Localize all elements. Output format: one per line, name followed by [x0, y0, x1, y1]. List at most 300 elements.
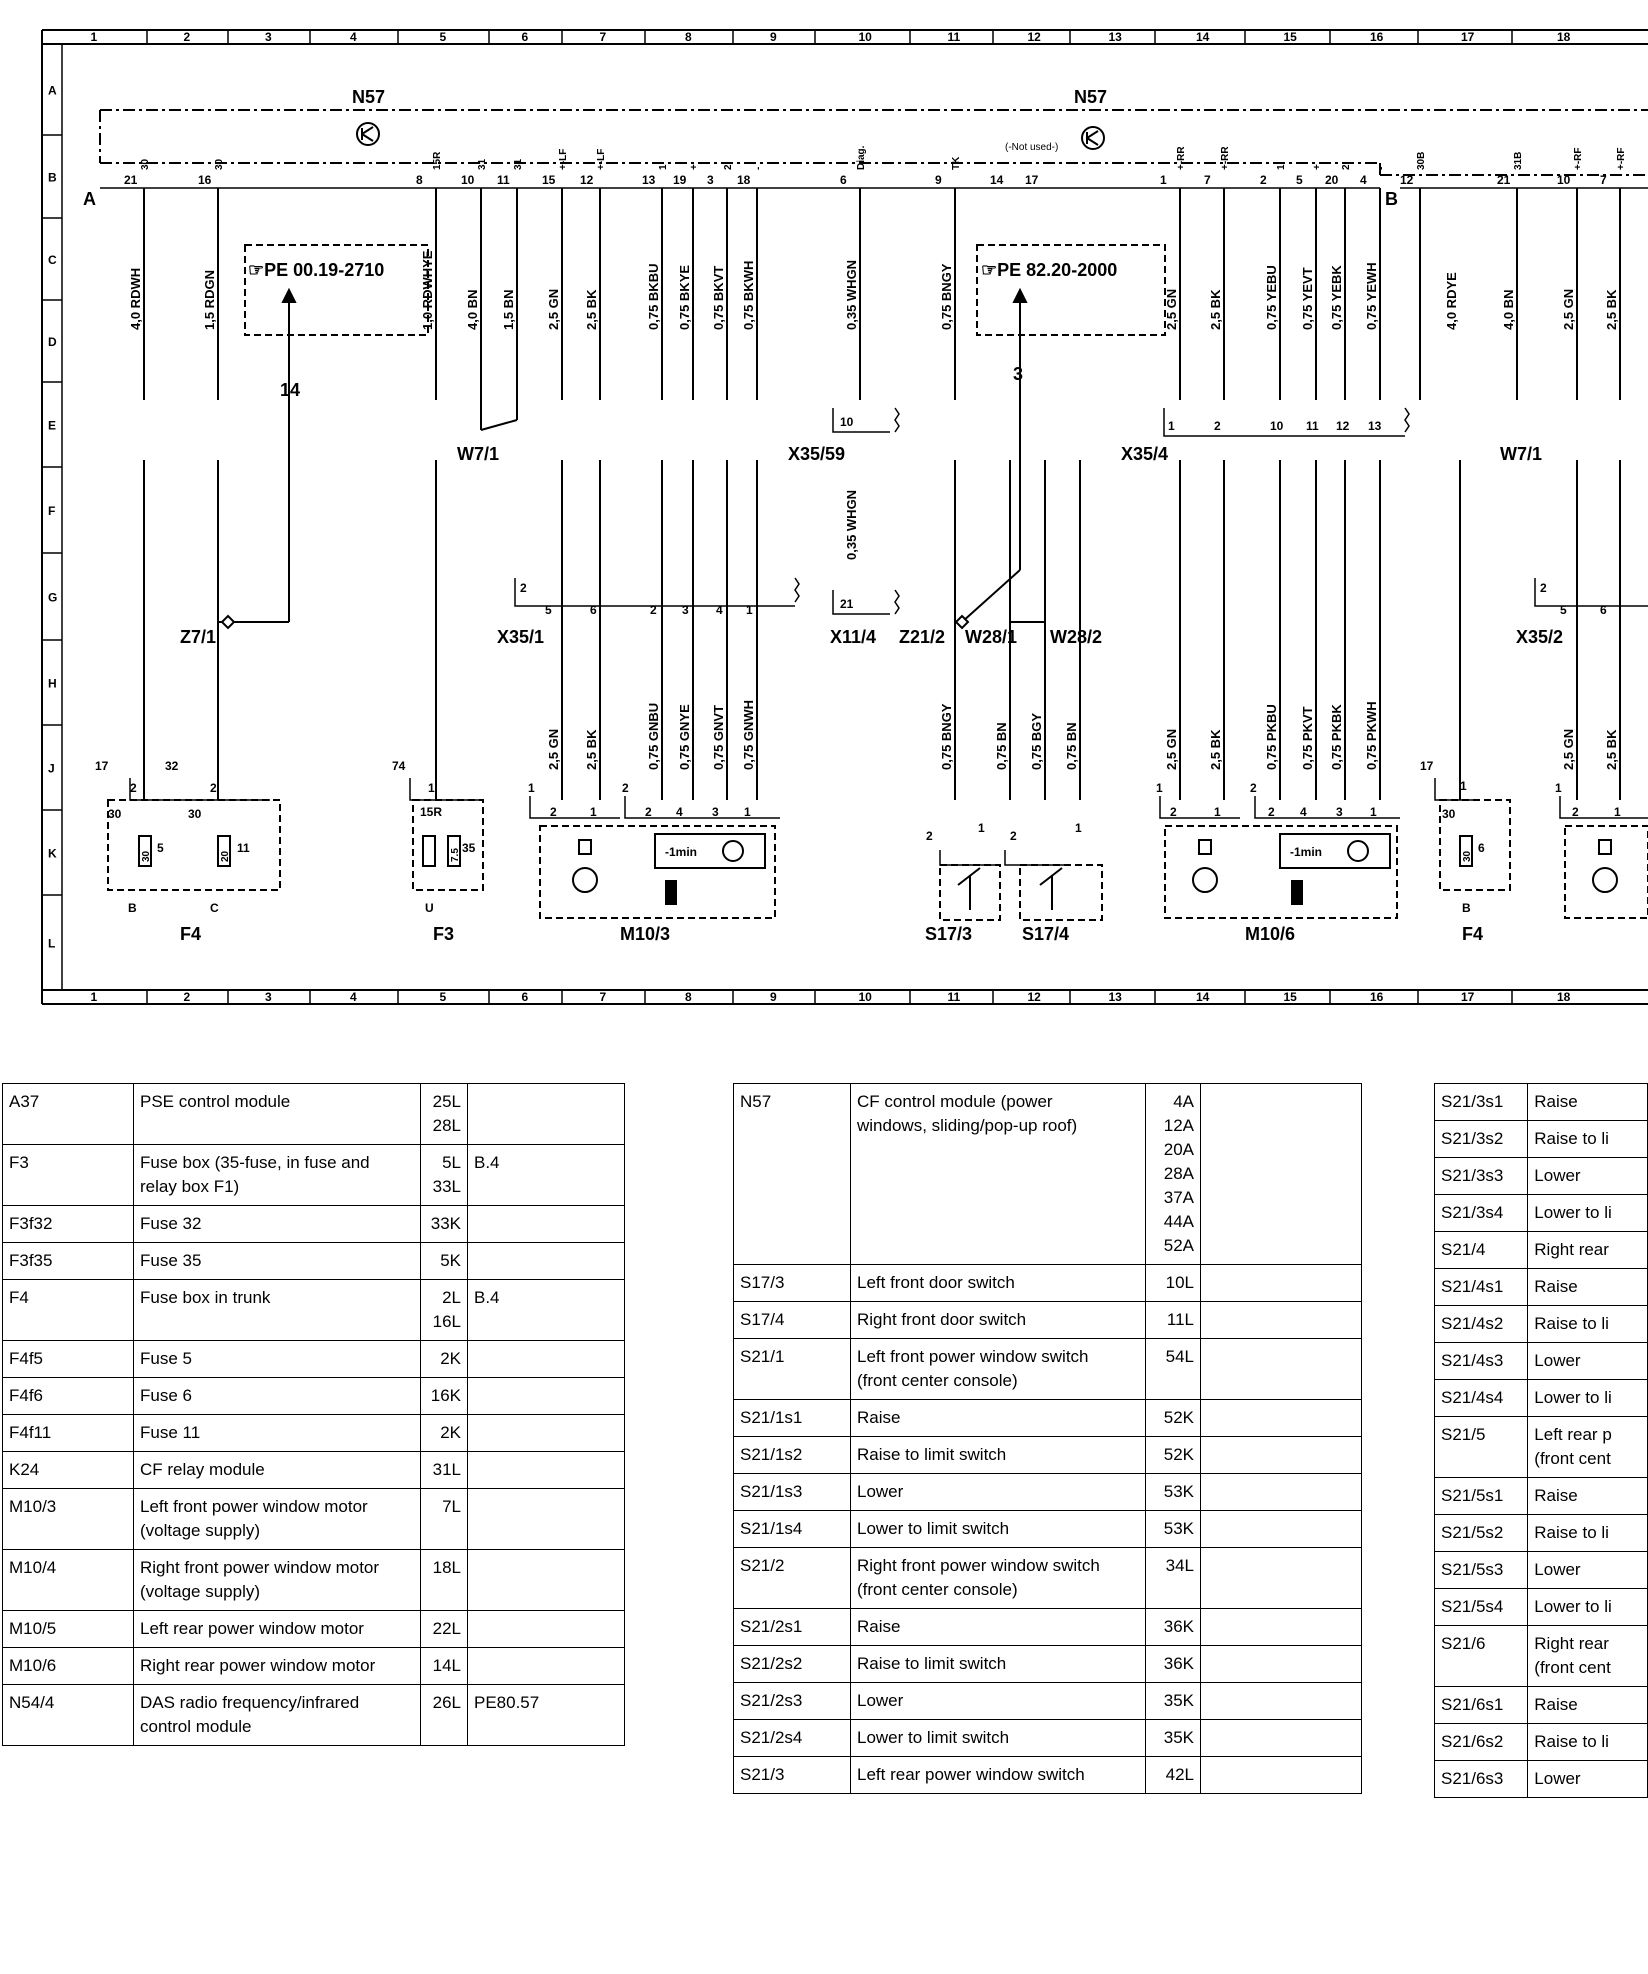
legend-description [851, 1400, 1146, 1437]
legend-description [851, 1302, 1146, 1339]
legend-code: F4f5 [3, 1341, 134, 1378]
legend-description [1528, 1589, 1648, 1626]
legend-code: F4 [3, 1280, 134, 1341]
legend-code: S21/4s1 [1435, 1269, 1528, 1306]
legend-location [1146, 1437, 1201, 1474]
wire-label: 0,75 BKVT [711, 265, 726, 330]
legend-location-line: 2K [440, 1423, 461, 1442]
legend-row [3, 1206, 625, 1243]
n57-pin-name: +-RR [1220, 146, 1231, 170]
wire-label: 2,5 BK [584, 729, 599, 770]
legend-description-line: Lower to limit switch [857, 1728, 1010, 1747]
legend-location-line: 4A [1173, 1092, 1194, 1111]
legend-row [1435, 1687, 1648, 1724]
legend-description-line: Lower to limit switch [857, 1519, 1010, 1538]
min-label-right: -1min [1290, 845, 1323, 859]
legend-code: S21/5 [1435, 1417, 1528, 1478]
legend-location [421, 1611, 468, 1648]
wire-label: 0,75 GNYE [677, 704, 692, 770]
grid-row-label: D [48, 335, 57, 349]
legend-code: M10/3 [3, 1489, 134, 1550]
legend-location-line: 36K [1163, 1654, 1194, 1673]
connector-pin: 2 [1572, 805, 1579, 819]
n57-pin-number: 12 [1400, 173, 1414, 187]
wire-label: 0,75 YEVT [1300, 267, 1315, 330]
legend-reference [1201, 1511, 1362, 1548]
legend-description-line: Left front power window switch [857, 1347, 1089, 1366]
n57-pin-number: 21 [1497, 173, 1511, 187]
legend-row [734, 1511, 1362, 1548]
legend-location-line: 28A [1163, 1164, 1194, 1183]
legend-description [1528, 1343, 1648, 1380]
z21-2-label: Z21/2 [899, 627, 946, 647]
grid-column-label: 17 [1461, 30, 1475, 44]
legend-row [3, 1489, 625, 1550]
connector-pin: 2 [1170, 805, 1177, 819]
fuse-value: 20 [220, 850, 231, 862]
legend-description-line: Right front power window switch [857, 1556, 1100, 1575]
connector-pin: 32 [165, 759, 179, 773]
fuse-value: 30 [141, 850, 152, 862]
legend-description-line: Fuse box (35-fuse, in fuse and [140, 1153, 370, 1172]
legend-description-line: Right rear [1534, 1240, 1609, 1259]
n57-pin-name: +-LF [558, 148, 569, 170]
legend-reference [468, 1415, 625, 1452]
n57-pin-number: 5 [1296, 173, 1303, 187]
legend-description [851, 1757, 1146, 1794]
wire-label: 4,0 RDWH [128, 267, 143, 330]
legend-location [1146, 1339, 1201, 1400]
legend-reference [468, 1206, 625, 1243]
legend-description [851, 1683, 1146, 1720]
wire-label: 0,75 GNWH [741, 699, 756, 770]
grid-column-label: 6 [521, 30, 529, 44]
legend-description-line: relay box F1) [140, 1177, 240, 1196]
legend-description-line: Raise [1534, 1092, 1578, 1111]
grid-row-label: L [48, 936, 56, 951]
wire-label: 0,75 YEWH [1364, 262, 1379, 330]
pe-reference-2: ☞PE 82.20-2000 [981, 260, 1118, 280]
wire-label: 4,0 BN [465, 289, 480, 330]
legend-description-line: Raise [1534, 1486, 1578, 1505]
legend-location-line: 52K [1163, 1408, 1194, 1427]
legend-row [3, 1550, 625, 1611]
wire-label: 0,75 BNGY [939, 703, 954, 770]
legend-description [134, 1206, 421, 1243]
legend-location-line: 35K [1163, 1728, 1194, 1747]
x35-4-label: X35/4 [1121, 444, 1169, 464]
grid-column-label: 3 [265, 30, 272, 44]
legend-row [734, 1084, 1362, 1265]
n57-pin-name: 31B [1513, 151, 1524, 170]
legend-code: S21/6s1 [1435, 1687, 1528, 1724]
legend-description-line: Lower to li [1534, 1597, 1612, 1616]
connector-pin: 10 [840, 415, 854, 429]
n57-pin-number: 1 [1160, 173, 1167, 187]
legend-description-line: Lower [857, 1482, 904, 1501]
legend-location-line: 28L [432, 1116, 461, 1135]
wire-label: 0,75 PKBK [1329, 704, 1344, 770]
wire-label: 0,75 PKVT [1300, 706, 1315, 770]
n57-pin-number: 19 [673, 173, 687, 187]
wire-label: 2,5 GN [546, 728, 561, 770]
legend-location-line: 53K [1163, 1482, 1194, 1501]
legend-location [1146, 1265, 1201, 1302]
legend-reference [1201, 1646, 1362, 1683]
wire-label: 0,75 BNGY [939, 263, 954, 330]
wire-label: 4,0 RDYE [1444, 272, 1459, 330]
n57-pin-number: 10 [461, 173, 475, 187]
legend-location-line: 5L [442, 1153, 461, 1172]
n57-pin-number: 9 [935, 173, 942, 187]
legend-code: S21/3s4 [1435, 1195, 1528, 1232]
legend-location [421, 1685, 468, 1746]
legend-code: S21/6 [1435, 1626, 1528, 1687]
wire-label: 0,75 BGY [1029, 712, 1044, 770]
grid-column-label: 1 [90, 990, 98, 1004]
legend-reference [1201, 1757, 1362, 1794]
legend-location [1146, 1084, 1201, 1265]
wire-label: 0,35 WHGN [844, 489, 859, 560]
connector-pin: 3 [712, 805, 719, 819]
legend-row [734, 1400, 1362, 1437]
connector-pin: 1 [1168, 419, 1175, 433]
connector-pin: 6 [1600, 603, 1607, 617]
n57-pin-name: 30 [214, 158, 225, 170]
legend-location-line: 31L [432, 1460, 461, 1479]
m10-3-label: M10/3 [620, 924, 671, 944]
legend-location-line: 42L [1165, 1765, 1194, 1784]
legend-description [1528, 1724, 1648, 1761]
n57-label-left: N57 [352, 87, 386, 107]
pe-reference-boxes [245, 245, 1165, 335]
legend-row [734, 1683, 1362, 1720]
grid-column-label: 8 [685, 990, 692, 1004]
legend-row [1435, 1121, 1648, 1158]
legend-location [421, 1550, 468, 1611]
legend-reference [468, 1611, 625, 1648]
legend-description-line: Raise [857, 1408, 901, 1427]
legend-reference [1201, 1474, 1362, 1511]
connector-pin: 1 [428, 781, 435, 795]
n57-pin-number: 4 [1360, 173, 1367, 187]
n57-pin-number: 15 [542, 173, 556, 187]
legend-description-line: Right front power window motor [140, 1558, 380, 1577]
grid-column-label: 13 [1108, 990, 1122, 1004]
legend-description [1528, 1478, 1648, 1515]
legend-reference: PE80.57 [468, 1685, 625, 1746]
connector-pin: 10 [1270, 419, 1284, 433]
legend-description [851, 1511, 1146, 1548]
n57-pin-name: - [1376, 166, 1387, 170]
connector-pin: 4 [1300, 805, 1307, 819]
legend-location [1146, 1720, 1201, 1757]
grid-column-label: 17 [1461, 990, 1475, 1004]
legend-location [421, 1145, 468, 1206]
legend-description [851, 1339, 1146, 1400]
legend-code: S21/5s3 [1435, 1552, 1528, 1589]
grid-column-label: 5 [439, 30, 447, 44]
z7-1-label: Z7/1 [180, 627, 217, 647]
connector-pin: 3 [682, 603, 689, 617]
wire-label: 0,75 PKWH [1364, 701, 1379, 770]
n57-pin-number: 3 [707, 173, 714, 187]
s17-3-label: S17/3 [925, 924, 973, 944]
grid-column-label: 10 [858, 990, 872, 1004]
connector-pin: 2 [1010, 829, 1017, 843]
legend-row [1435, 1626, 1648, 1687]
legend-location [1146, 1683, 1201, 1720]
legend-description-line: Lower [1534, 1769, 1581, 1788]
grid-column-label: 7 [599, 990, 607, 1004]
legend-description-line: Right rear power window motor [140, 1656, 376, 1675]
arrow-label-3: 3 [1013, 364, 1024, 384]
legend-location [1146, 1609, 1201, 1646]
legend-location [1146, 1474, 1201, 1511]
wire-label: 0,75 GNVT [711, 704, 726, 770]
grid-column-label: 13 [1108, 30, 1122, 44]
legend-description-line: Lower [1534, 1560, 1581, 1579]
legend-description [1528, 1626, 1648, 1687]
n57-pin-name: 31 [477, 158, 488, 170]
legend-reference [1201, 1720, 1362, 1757]
connector-pin: 2 [926, 829, 933, 843]
wire-label: 0,75 BN [1064, 722, 1079, 770]
wire-label: 2,5 BK [584, 289, 599, 330]
n57-pin-number: 10 [1557, 173, 1571, 187]
legend-code: S21/1s4 [734, 1511, 851, 1548]
component-boxes [108, 800, 1648, 920]
legend-description-line: CF control module (power [857, 1092, 1053, 1111]
connector-pin: 4 [716, 603, 723, 617]
connector-pin: 17 [95, 759, 109, 773]
legend-code: S21/5s2 [1435, 1515, 1528, 1552]
legend-code: S21/2s1 [734, 1609, 851, 1646]
wire-label: 4,0 BN [1501, 289, 1516, 330]
connector-pin: 1 [1156, 781, 1163, 795]
legend-reference [1201, 1683, 1362, 1720]
legend-location-line: 16K [430, 1386, 461, 1405]
wire-label: 0,75 YEBK [1329, 265, 1344, 330]
n57-pin-name: 1 [1276, 164, 1287, 170]
legend-location [1146, 1302, 1201, 1339]
legend-code: S21/4 [1435, 1232, 1528, 1269]
legend-location [421, 1648, 468, 1685]
legend-location [421, 1452, 468, 1489]
n57-pin-name: 2 [723, 164, 734, 170]
legend-description-line: Lower [857, 1691, 904, 1710]
legend-location-line: 53K [1163, 1519, 1194, 1538]
legend-row [1435, 1417, 1648, 1478]
n57-pin-name: 30 [140, 158, 151, 170]
legend-code: S21/1 [734, 1339, 851, 1400]
x11-4-label: X11/4 [830, 627, 877, 647]
legend-description [851, 1646, 1146, 1683]
grid-column-label: 16 [1370, 30, 1384, 44]
legend-row [1435, 1269, 1648, 1306]
grid-column-label: 12 [1027, 30, 1041, 44]
legend-location [421, 1378, 468, 1415]
legend-description [1528, 1380, 1648, 1417]
connector-pin: 17 [1420, 759, 1434, 773]
n57-pin-name: 31 [513, 158, 524, 170]
f3-label: F3 [433, 924, 455, 944]
legend-row [3, 1685, 625, 1746]
n57-pin-name: Diag. [856, 145, 867, 170]
legend-description-line: (voltage supply) [140, 1582, 261, 1601]
min-label-left: -1min [665, 845, 698, 859]
legend-code: S21/2s2 [734, 1646, 851, 1683]
n57-pin-number: 14 [990, 173, 1004, 187]
legend-code: N57 [734, 1084, 851, 1265]
connector-pin: 35 [462, 841, 476, 855]
legend-table-3 [1434, 1083, 1648, 1798]
legend-description-line: (front cent [1534, 1658, 1611, 1677]
legend-row [1435, 1478, 1648, 1515]
legend-reference [1201, 1548, 1362, 1609]
legend-description-line: Fuse 5 [140, 1349, 192, 1368]
grid-labels [48, 30, 1571, 1004]
legend-description-line: Lower [1534, 1166, 1581, 1185]
legend-location-line: 12A [1163, 1116, 1194, 1135]
legend-location-line: 11L [1166, 1310, 1194, 1329]
legend-row [1435, 1761, 1648, 1798]
n57-pin-number: 7 [1204, 173, 1211, 187]
grid-column-label: 15 [1283, 990, 1297, 1004]
connector-pin: 1 [590, 805, 597, 819]
n57-pin-name: TK [951, 156, 962, 170]
grid-row-label: C [48, 253, 57, 267]
grid-column-label: 8 [685, 30, 692, 44]
connector-pin: 4 [676, 805, 683, 819]
legend-description-line: Fuse box in trunk [140, 1288, 271, 1307]
legend-row [3, 1341, 625, 1378]
legend-description-line: Raise to li [1534, 1732, 1609, 1751]
legend-description-line: Lower [1534, 1351, 1581, 1370]
legend-description [851, 1720, 1146, 1757]
connector-pin: 1 [744, 805, 751, 819]
grid-column-label: 16 [1370, 990, 1384, 1004]
legend-row [734, 1265, 1362, 1302]
legend-description [134, 1648, 421, 1685]
legend-code: S21/1s3 [734, 1474, 851, 1511]
legend-description-line: Right front door switch [857, 1310, 1027, 1329]
legend-description-line: (voltage supply) [140, 1521, 261, 1540]
grid-column-label: 18 [1557, 30, 1571, 44]
n57-not-used-label: (-Not used-) [1005, 142, 1059, 153]
legend-code: S21/3 [734, 1757, 851, 1794]
legend-code: S21/4s4 [1435, 1380, 1528, 1417]
legend-location [1146, 1757, 1201, 1794]
connector-pin: 6 [590, 603, 597, 617]
connector-pin: 21 [840, 597, 854, 611]
legend-reference [1201, 1302, 1362, 1339]
connector-pin: 6 [1478, 841, 1485, 855]
f4-right-label: F4 [1462, 924, 1484, 944]
legend-row [3, 1243, 625, 1280]
legend-location-line: 33K [430, 1214, 461, 1233]
connector-pin: 12 [1336, 419, 1350, 433]
connector-pin: B [128, 901, 137, 915]
connector-pin: 74 [392, 759, 406, 773]
legend-description [134, 1611, 421, 1648]
legend-description [134, 1341, 421, 1378]
legend-row [734, 1548, 1362, 1609]
n57-pin-name: +-RF [1616, 147, 1627, 170]
legend-description [851, 1609, 1146, 1646]
legend-location-line: 18L [432, 1558, 461, 1577]
legend-code: S21/3s3 [1435, 1158, 1528, 1195]
legend-description-line: Fuse 6 [140, 1386, 192, 1405]
legend-row [734, 1474, 1362, 1511]
connector-pin: 2 [1250, 781, 1257, 795]
legend-reference [468, 1341, 625, 1378]
legend-location [421, 1084, 468, 1145]
connector-pin: 1 [1075, 821, 1082, 835]
legend-reference [468, 1243, 625, 1280]
legend-description-line: control module [140, 1717, 252, 1736]
connector-b-label: B [1385, 189, 1398, 209]
connector-pin: 2 [1268, 805, 1275, 819]
wire-label: 2,5 BK [1208, 729, 1223, 770]
x35-59-label: X35/59 [788, 444, 846, 464]
connector-pin: 11 [237, 841, 250, 855]
n57-pin-number: 6 [840, 173, 847, 187]
legend-description [1528, 1515, 1648, 1552]
legend-location [421, 1243, 468, 1280]
n57-pin-name: + [689, 164, 700, 170]
legend-description [134, 1084, 421, 1145]
legend-reference [1201, 1265, 1362, 1302]
legend-code: S21/6s3 [1435, 1761, 1528, 1798]
n57-label-right: N57 [1074, 87, 1108, 107]
legend-code: F3f32 [3, 1206, 134, 1243]
legend-description [134, 1489, 421, 1550]
legend-code: S21/1s2 [734, 1437, 851, 1474]
legend-row [3, 1415, 625, 1452]
legend-description-line: Right rear [1534, 1634, 1609, 1653]
legend-description [1528, 1121, 1648, 1158]
connector-pin: 5 [545, 603, 552, 617]
wire-label: 0,35 WHGN [844, 259, 859, 330]
grid-column-label: 1 [90, 30, 98, 44]
legend-description-line: Left front door switch [857, 1273, 1015, 1292]
legend-code: M10/5 [3, 1611, 134, 1648]
legend-row [734, 1437, 1362, 1474]
legend-description [1528, 1084, 1648, 1121]
wire-label: 0,75 BKBU [646, 263, 661, 330]
n57-pin-name: 30B [1416, 151, 1427, 170]
legend-reference [1201, 1400, 1362, 1437]
legend-description-line: (front center console) [857, 1580, 1018, 1599]
n57-pin-name: +-RF [1573, 147, 1584, 170]
legend-code: M10/4 [3, 1550, 134, 1611]
wire-labels [128, 250, 1619, 770]
wire-label: 2,5 GN [1164, 728, 1179, 770]
legend-location-line: 2K [440, 1349, 461, 1368]
legend-description [134, 1280, 421, 1341]
fuse-value: 30 [1462, 850, 1473, 862]
connector-pin: 2 [1540, 581, 1547, 595]
connector-outlines [130, 408, 1648, 865]
legend-location-line: 34L [1165, 1556, 1194, 1575]
legend-reference [468, 1452, 625, 1489]
legend-reference [468, 1550, 625, 1611]
n57-pin-number: 11 [497, 173, 510, 187]
legend-location-line: 36K [1163, 1617, 1194, 1636]
legend-description [1528, 1552, 1648, 1589]
w28-2-label: W28/2 [1050, 627, 1103, 647]
